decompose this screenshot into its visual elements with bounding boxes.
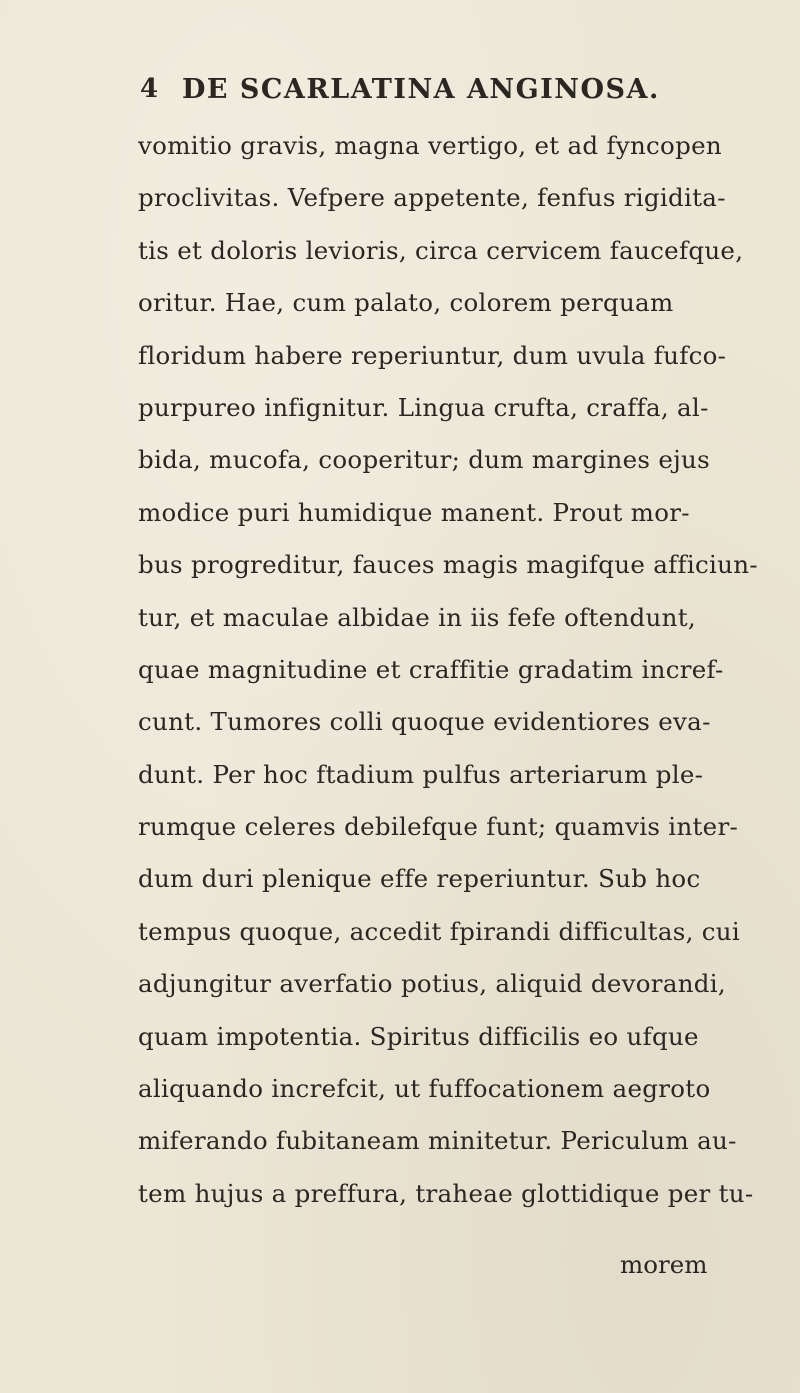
text-line: tem hujus a preffura, traheae glottidique per tu- — [138, 1178, 754, 1208]
text-line: purpureo infignitur. Lingua crufta, craffa, al- — [138, 392, 709, 422]
text-line: quam impotentia. Spiritus difficilis eo ufque — [138, 1021, 699, 1051]
running-title: DE SCARLATINA ANGINOSA. — [182, 74, 660, 105]
page-header — [140, 70, 700, 114]
text-line: proclivitas. Vefpere appetente, fenfus rigidita- — [138, 183, 726, 213]
text-line: tur, et maculae albidae in iis fefe oftendunt, — [138, 602, 696, 632]
text-line: bida, mucofa, cooperitur; dum margines ejus — [138, 445, 710, 475]
text-line: oritur. Hae, cum palato, colorem perquam — [138, 288, 674, 318]
text-line: tempus quoque, accedit fpirandi difficultas, cui — [138, 916, 741, 946]
body-text — [138, 120, 758, 1220]
text-line: dum duri plenique effe reperiuntur. Sub hoc — [138, 864, 701, 894]
text-line: floridum habere reperiuntur, dum uvula fufco- — [138, 340, 727, 370]
catchword: morem — [620, 1250, 708, 1279]
text-line: quae magnitudine et craffitie gradatim incref- — [138, 654, 724, 684]
text-line: vomitio gravis, magna vertigo, et ad fyncopen — [138, 131, 722, 160]
text-line: cunt. Tumores colli quoque evidentiores eva- — [138, 707, 711, 737]
text-line: miferando fubitaneam minitetur. Periculum au- — [138, 1126, 737, 1156]
text-line: adjungitur averfatio potius, aliquid devorandi, — [138, 969, 727, 999]
text-line: dunt. Per hoc ftadium pulfus arteriarum ple- — [138, 759, 704, 789]
text-line: modice puri humidique manent. Prout mor- — [138, 497, 690, 527]
text-line: tis et doloris levioris, circa cervicem faucefque, — [138, 235, 744, 265]
page-number: 4 — [140, 74, 160, 104]
text-line: rumque celeres debilefque funt; quamvis inter- — [138, 812, 739, 842]
text-line: aliquando increfcit, ut fuffocationem aegroto — [138, 1074, 711, 1104]
text-line: bus progreditur, fauces magis magifque afficiun- — [138, 550, 758, 580]
